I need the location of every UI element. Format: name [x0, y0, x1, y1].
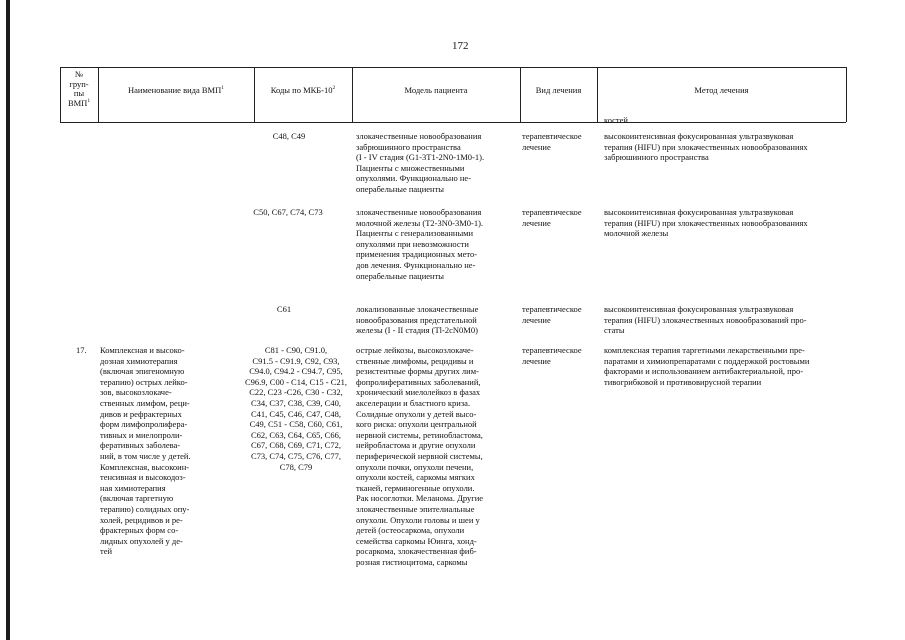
row-4-method: комплексная терапия таргетными лекарственными пре- паратами и химиопрепаратами с поддержкой ростовыми факторами и использованием антибактериальной, про- тивогрибковой и противовирусной терапии — [604, 345, 810, 387]
scan-edge-bar — [6, 0, 10, 640]
row-1-model: злокачественные новообразования забрюшинного пространства (I - IV стадия (G1-3T1-2N0-1M0-1). Пациенты с множественными опухолями. Функционально не- операбельные пациенты — [356, 131, 485, 194]
header-treatment-type: Вид лечения — [535, 85, 582, 95]
row-2-model: злокачественные новообразования молочной железы (T2-3N0-3M0-1). Пациенты с генерализованными опухолями при невозможности применения традиционных мето- дов лечения. Функционально не- операбельные пациенты — [356, 207, 484, 281]
row-3-type: терапевтическое лечение — [522, 304, 582, 325]
page-number: 172 — [452, 40, 469, 52]
row-3-codes: C61 — [276, 304, 292, 314]
row-4-name: Комплексная и высоко- дозная химиотерапия (включая эпигеномную терапию) острых лейко- зов, высокозлокачe- ственных лимфом, реци- дивов и рефрактерных форм лимфопролифера- тивных и миелопроли- феративных заболева- ний, в том числе у детей. Комплексная, высокоин- тенсивная и высокодоз- ная химиотерапия (включая таргетную терапию) солидных опу- холей, рецидивов и ре- фрактерных форм со- лидных опухолей у де- тей — [100, 345, 191, 557]
row-2-codes: C50, C67, C74, C73 — [253, 207, 323, 217]
row-4-type: терапевтическое лечение — [522, 345, 582, 366]
row-1-method: высокоинтенсивная фокусированная ультразвуковая терапия (HIFU) при злокачественных новообразованиях забрюшинного пространства — [604, 131, 808, 163]
continuation-text: костей — [604, 115, 628, 125]
row-3-method: высокоинтенсивная фокусированная ультразвуковая терапия (HIFU) злокачественных новообразований про- статы — [604, 304, 807, 336]
row-1-codes: C48, C49 — [272, 131, 306, 141]
row-4-number: 17. — [76, 345, 87, 355]
header-treatment-method: Метод лечения — [694, 85, 749, 95]
header-patient-model: Модель пациента — [404, 85, 468, 95]
row-4-model: острые лейкозы, высокозлокаче- ственные лимфомы, рецидивы и резистентные формы других лим- фопролиферативных заболеваний, хронический миелолейкоз в фазах акселерации и бластного криза. Солидные опухоли у детей высо- кого риска: опухоли центральной нервной системы, ретинобластома, нейробластома и другие опухоли периферической нервной системы, опухоли почки, опухоли печени, опухоли костей, саркомы мягких тканей, герминогенные опухоли. Рак носоглотки. Меланома. Другие злокачественные эпителиальные опухоли. Опухоли головы и шеи у детей (остеосаркома, опухоли семейства саркомы Юинга, хонд- росаркома, злокачественная фиб- розная гистиоцитома, саркомы — [356, 345, 484, 567]
header-vmp-name: Наименование вида ВМП$^1$ — [128, 85, 224, 95]
row-3-model: локализованные злокачественные новообразования предстательной железы (I - II стадия (Tl-2cN0M0) — [356, 304, 479, 336]
col-divider — [846, 67, 847, 122]
header-bottom-border — [60, 122, 846, 123]
header-icd-codes: Коды по МКБ-$10^2$ — [270, 85, 336, 95]
row-1-type: терапевтическое лечение — [522, 131, 582, 152]
row-2-method: высокоинтенсивная фокусированная ультразвуковая терапия (HIFU) при злокачественных новообразованиях молочной железы — [604, 207, 808, 239]
row-4-codes: C81 - C90, C91.0, C91.5 - C91.9, C92, C93, C94.0, C94.2 - C94.7, C95, C96.9, C00 - C14, C15 - C21, C22, C23 -C26, C30 - C32, C34, C37, C38, C39, C40, C41, C45, C46, C47, C48, C49, C51 - C58, C60, C61, C62, C63, C64, C65, C66, C67, C68, C69, C71, C72, C73, C74, C75, C76, C77, C78, C79 — [244, 345, 347, 472]
table-top-border — [60, 67, 846, 68]
header-group-no: № груп- пы ВМП$^1$ — [67, 69, 91, 108]
row-2-type: терапевтическое лечение — [522, 207, 582, 228]
